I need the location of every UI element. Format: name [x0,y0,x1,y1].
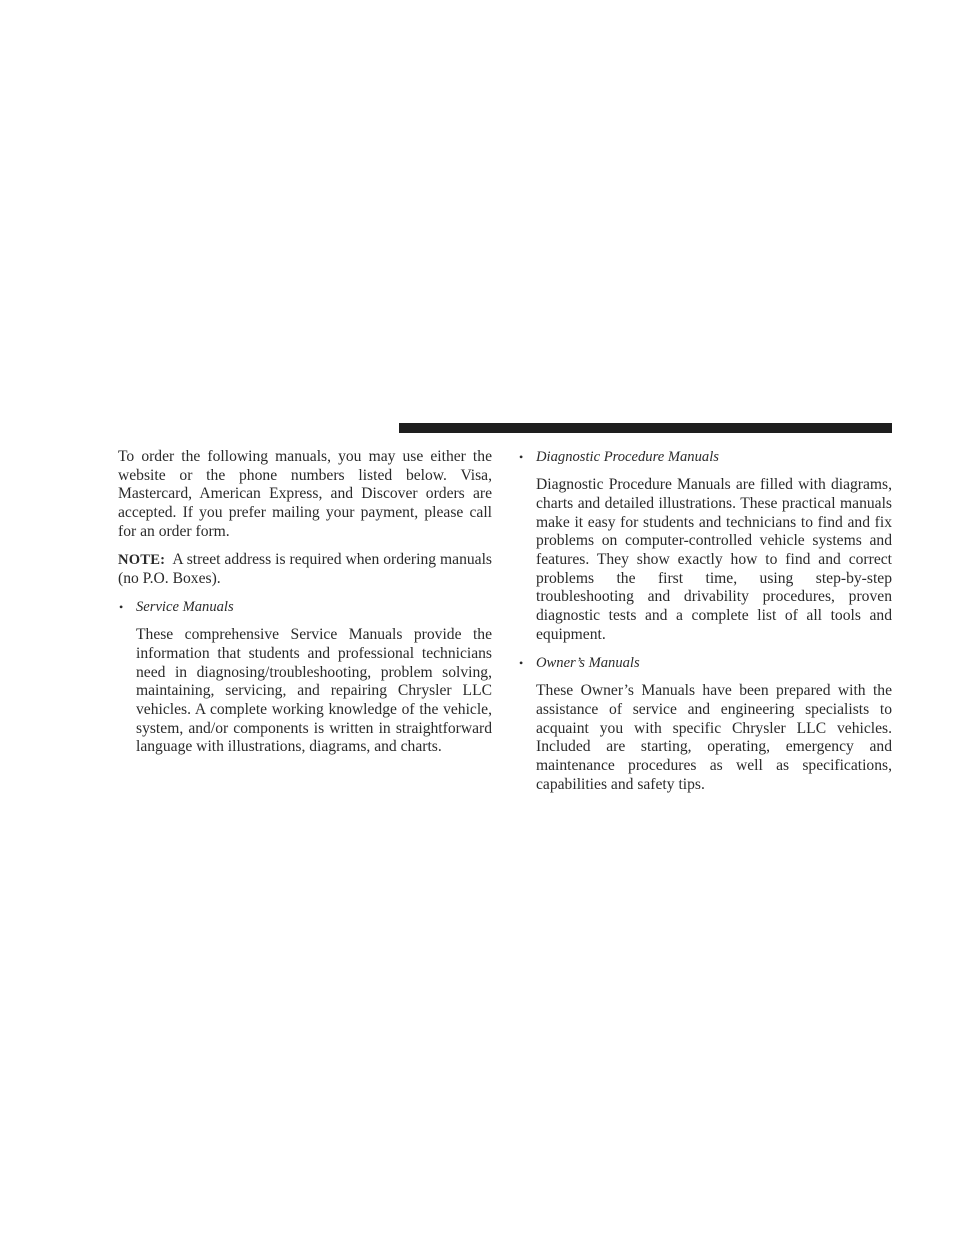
bullet-dot-icon: • [519,450,524,464]
section-header-rule [399,423,892,433]
right-column [518,448,892,804]
service-manuals-title: Service Manuals [136,598,234,615]
bullet-dot-icon: • [119,599,124,614]
bullet-service-manuals [118,598,492,617]
note-paragraph [118,551,492,588]
diagnostic-manuals-title: Diagnostic Procedure Manuals [536,449,719,465]
intro-paragraph: To order the following manuals, you may use either the website or the phone numbers listed below. Visa, Mastercard, American Express, and Discover orders are accepted. If you prefer mailing your payment, please call for an order form. [118,448,492,540]
owners-manuals-title: Owner’s Manuals [536,655,640,672]
note-label: NOTE: [118,552,166,569]
note-text: A street address is required when ordering manuals (no P.O. Boxes). [118,551,492,587]
service-manuals-description: These comprehensive Service Manuals provide the information that students and professional technicians need in diagnosing/troubleshooting, problem solving, maintaining, servicing, and repairing Chrysler LLC vehicles. A complete working knowledge of the vehicle, system, and/or components is written in straightforward language with illustrations, diagrams, and charts. [136,626,492,756]
diagnostic-manuals-description: Diagnostic Procedure Manuals are filled with diagrams, charts and detailed illustrations. These practical manuals make it easy for students and technicians to find and fix problems on computer-controlled vehicle systems and features. They show exactly how to find and correct problems the first time, using step-by-step troubleshooting and drivability procedures, proven diagnostic tests and a complete list of all tools and equipment. [536,476,892,643]
owners-manuals-description: These Owner’s Manuals have been prepared with the assistance of service and engineering specialists to acquaint you with specific Chrysler LLC vehicles. Included are starting, operating, emergency and maintenance procedures as well as specifications, capabilities and safety tips. [536,682,892,793]
bullet-diagnostic-manuals [518,448,892,467]
left-column [118,448,492,767]
bullet-dot-icon: • [519,656,524,671]
bullet-owners-manuals [518,654,892,673]
